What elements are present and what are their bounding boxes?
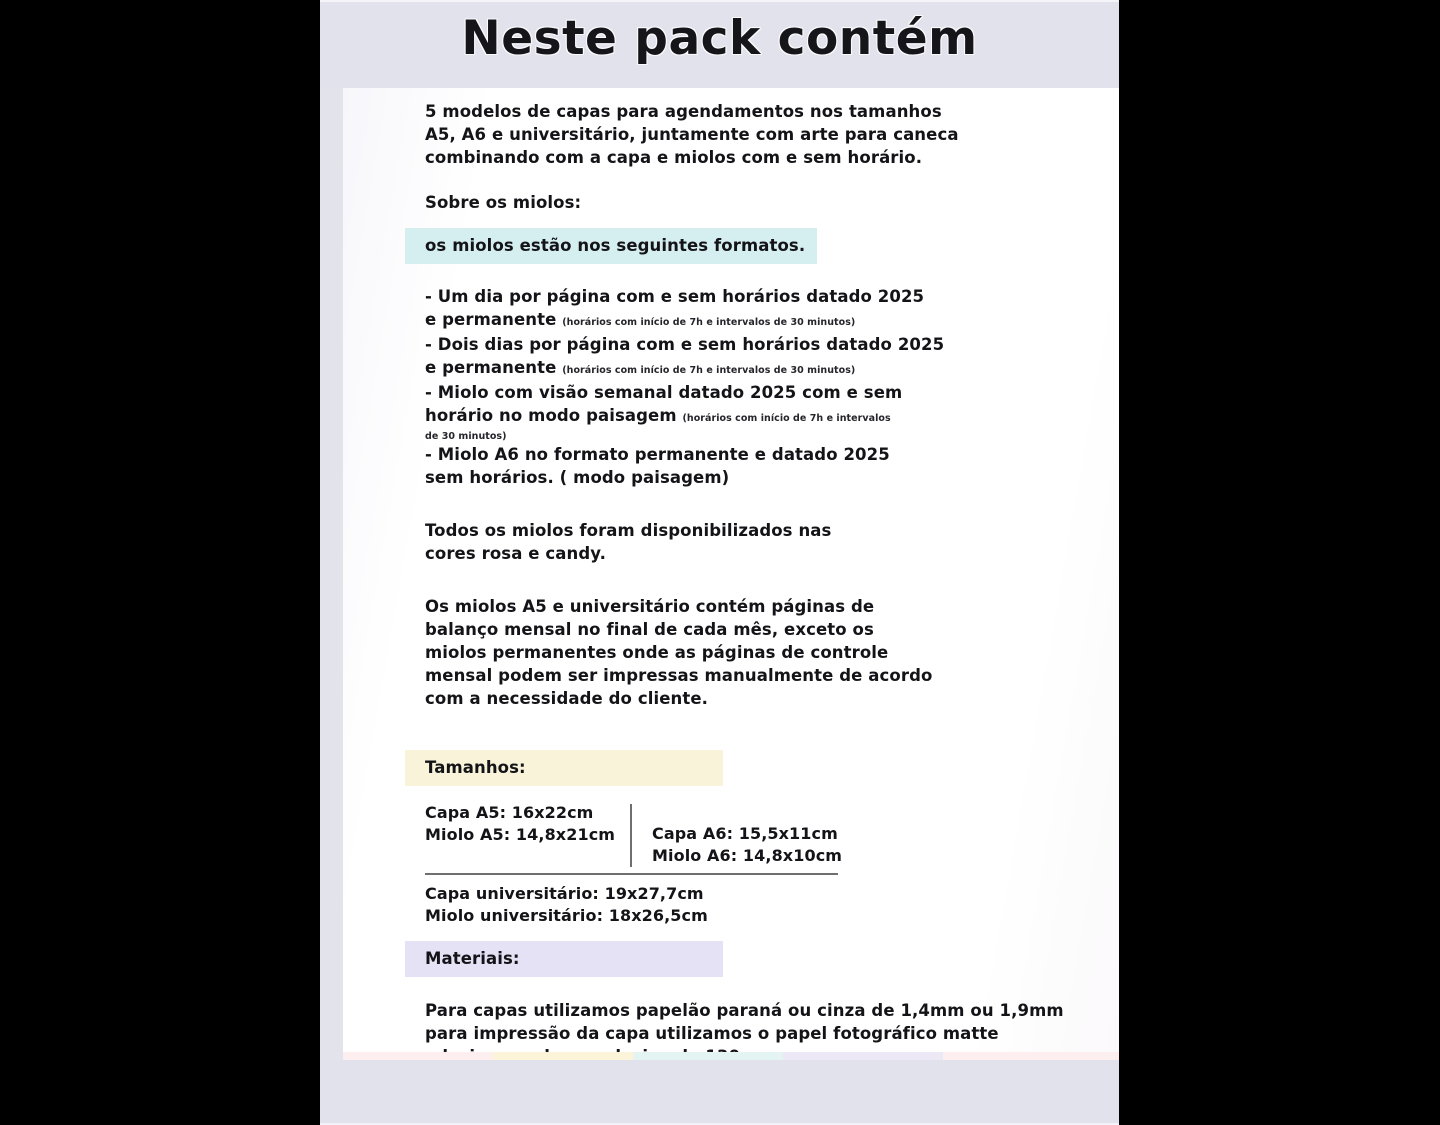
format-1-main: e permanente bbox=[425, 309, 557, 329]
sizes-column-a6 bbox=[632, 802, 842, 867]
materiais-heading: Materiais: bbox=[405, 941, 723, 977]
cutoff-segment-2 bbox=[633, 1052, 783, 1060]
cutoff-segment-0 bbox=[343, 1052, 493, 1060]
cores-line-1: Todos os miolos foram disponibilizados nas bbox=[425, 521, 832, 540]
spacer bbox=[425, 977, 1095, 999]
spacer bbox=[425, 565, 1095, 595]
cutoff-segment-1 bbox=[493, 1052, 633, 1060]
format-3-main: horário no modo paisagem bbox=[425, 405, 677, 425]
intro-line-2: A5, A6 e universitário, juntamente com arte para caneca bbox=[425, 125, 959, 144]
bottom-gutter bbox=[320, 1060, 1119, 1125]
balanco-block bbox=[425, 595, 1095, 710]
sizes-horizontal-rule bbox=[425, 873, 838, 875]
spacer bbox=[425, 264, 1095, 286]
miolos-heading: Sobre os miolos: bbox=[425, 193, 582, 212]
tamanhos-heading: Tamanhos: bbox=[405, 750, 723, 786]
format-1-line-1: - Um dia por página com e sem horários datado 2025 bbox=[425, 287, 925, 306]
sizes-universitario bbox=[425, 883, 1095, 927]
intro-line-3: combinando com a capa e miolos com e sem horário. bbox=[425, 148, 923, 167]
list-item bbox=[425, 444, 1095, 489]
format-2-line-1: - Dois dias por página com e sem horários datado 2025 bbox=[425, 335, 945, 354]
spacer bbox=[425, 489, 1095, 519]
capa-universitario: Capa universitário: 19x27,7cm bbox=[425, 884, 704, 903]
miolos-format-list bbox=[425, 286, 1095, 489]
list-item bbox=[425, 334, 1095, 382]
intro-block bbox=[425, 100, 1095, 169]
cores-line-2: cores rosa e candy. bbox=[425, 544, 606, 563]
balanco-line-5: com a necessidade do cliente. bbox=[425, 689, 708, 708]
format-3-line-2 bbox=[425, 405, 1095, 431]
document-content bbox=[425, 100, 1095, 1091]
spacer bbox=[425, 710, 1095, 750]
format-4-line-1: - Miolo A6 no formato permanente e datado 2025 bbox=[425, 445, 890, 464]
format-2-line-2 bbox=[425, 357, 1095, 383]
miolos-formats-highlight: os miolos estão nos seguintes formatos. bbox=[405, 228, 817, 264]
miolo-a6: Miolo A6: 14,8x10cm bbox=[652, 846, 843, 865]
format-2-note: (horários com início de 7h e intervalos de 30 minutos) bbox=[562, 364, 856, 376]
header-band bbox=[320, 0, 1119, 88]
balanco-line-3: miolos permanentes onde as páginas de controle bbox=[425, 643, 889, 662]
spacer bbox=[425, 214, 1095, 228]
materiais-line-2: para impressão da capa utilizamos o papel fotográfico matte bbox=[425, 1024, 999, 1043]
page-title: Neste pack contém bbox=[461, 11, 978, 66]
sizes-two-column bbox=[425, 802, 1095, 867]
format-1-note: (horários com início de 7h e intervalos de 30 minutos) bbox=[562, 316, 856, 328]
format-2-main: e permanente bbox=[425, 357, 557, 377]
capa-a6: Capa A6: 15,5x11cm bbox=[652, 824, 838, 843]
format-3-note: (horários com início de 7h e intervalos bbox=[682, 412, 891, 424]
format-3-line-1: - Miolo com visão semanal datado 2025 com e sem bbox=[425, 383, 903, 402]
format-3-note-tail: de 30 minutos) bbox=[425, 431, 507, 442]
list-item bbox=[425, 382, 1095, 444]
paper-card bbox=[343, 88, 1119, 1060]
spacer bbox=[425, 169, 1095, 191]
spacer bbox=[425, 927, 1095, 941]
materiais-line-1: Para capas utilizamos papelão paraná ou cinza de 1,4mm ou 1,9mm bbox=[425, 1001, 1064, 1020]
miolo-a5: Miolo A5: 14,8x21cm bbox=[425, 825, 616, 844]
balanco-line-4: mensal podem ser impressas manualmente de acordo bbox=[425, 666, 933, 685]
miolo-universitario: Miolo universitário: 18x26,5cm bbox=[425, 906, 708, 925]
intro-line-1: 5 modelos de capas para agendamentos nos tamanhos bbox=[425, 102, 942, 121]
cores-block bbox=[425, 519, 1095, 565]
balanco-line-1: Os miolos A5 e universitário contém páginas de bbox=[425, 597, 875, 616]
cutoff-highlight-strip bbox=[343, 1052, 1119, 1060]
cutoff-segment-4 bbox=[943, 1052, 1119, 1060]
sizes-column-a5 bbox=[425, 802, 630, 846]
format-1-line-2 bbox=[425, 309, 1095, 335]
capa-a5: Capa A5: 16x22cm bbox=[425, 803, 594, 822]
document-viewer bbox=[320, 0, 1119, 1125]
format-4-line-2: sem horários. ( modo paisagem) bbox=[425, 467, 730, 487]
balanco-line-2: balanço mensal no final de cada mês, exceto os bbox=[425, 620, 874, 639]
list-item bbox=[425, 286, 1095, 334]
cutoff-segment-3 bbox=[783, 1052, 943, 1060]
